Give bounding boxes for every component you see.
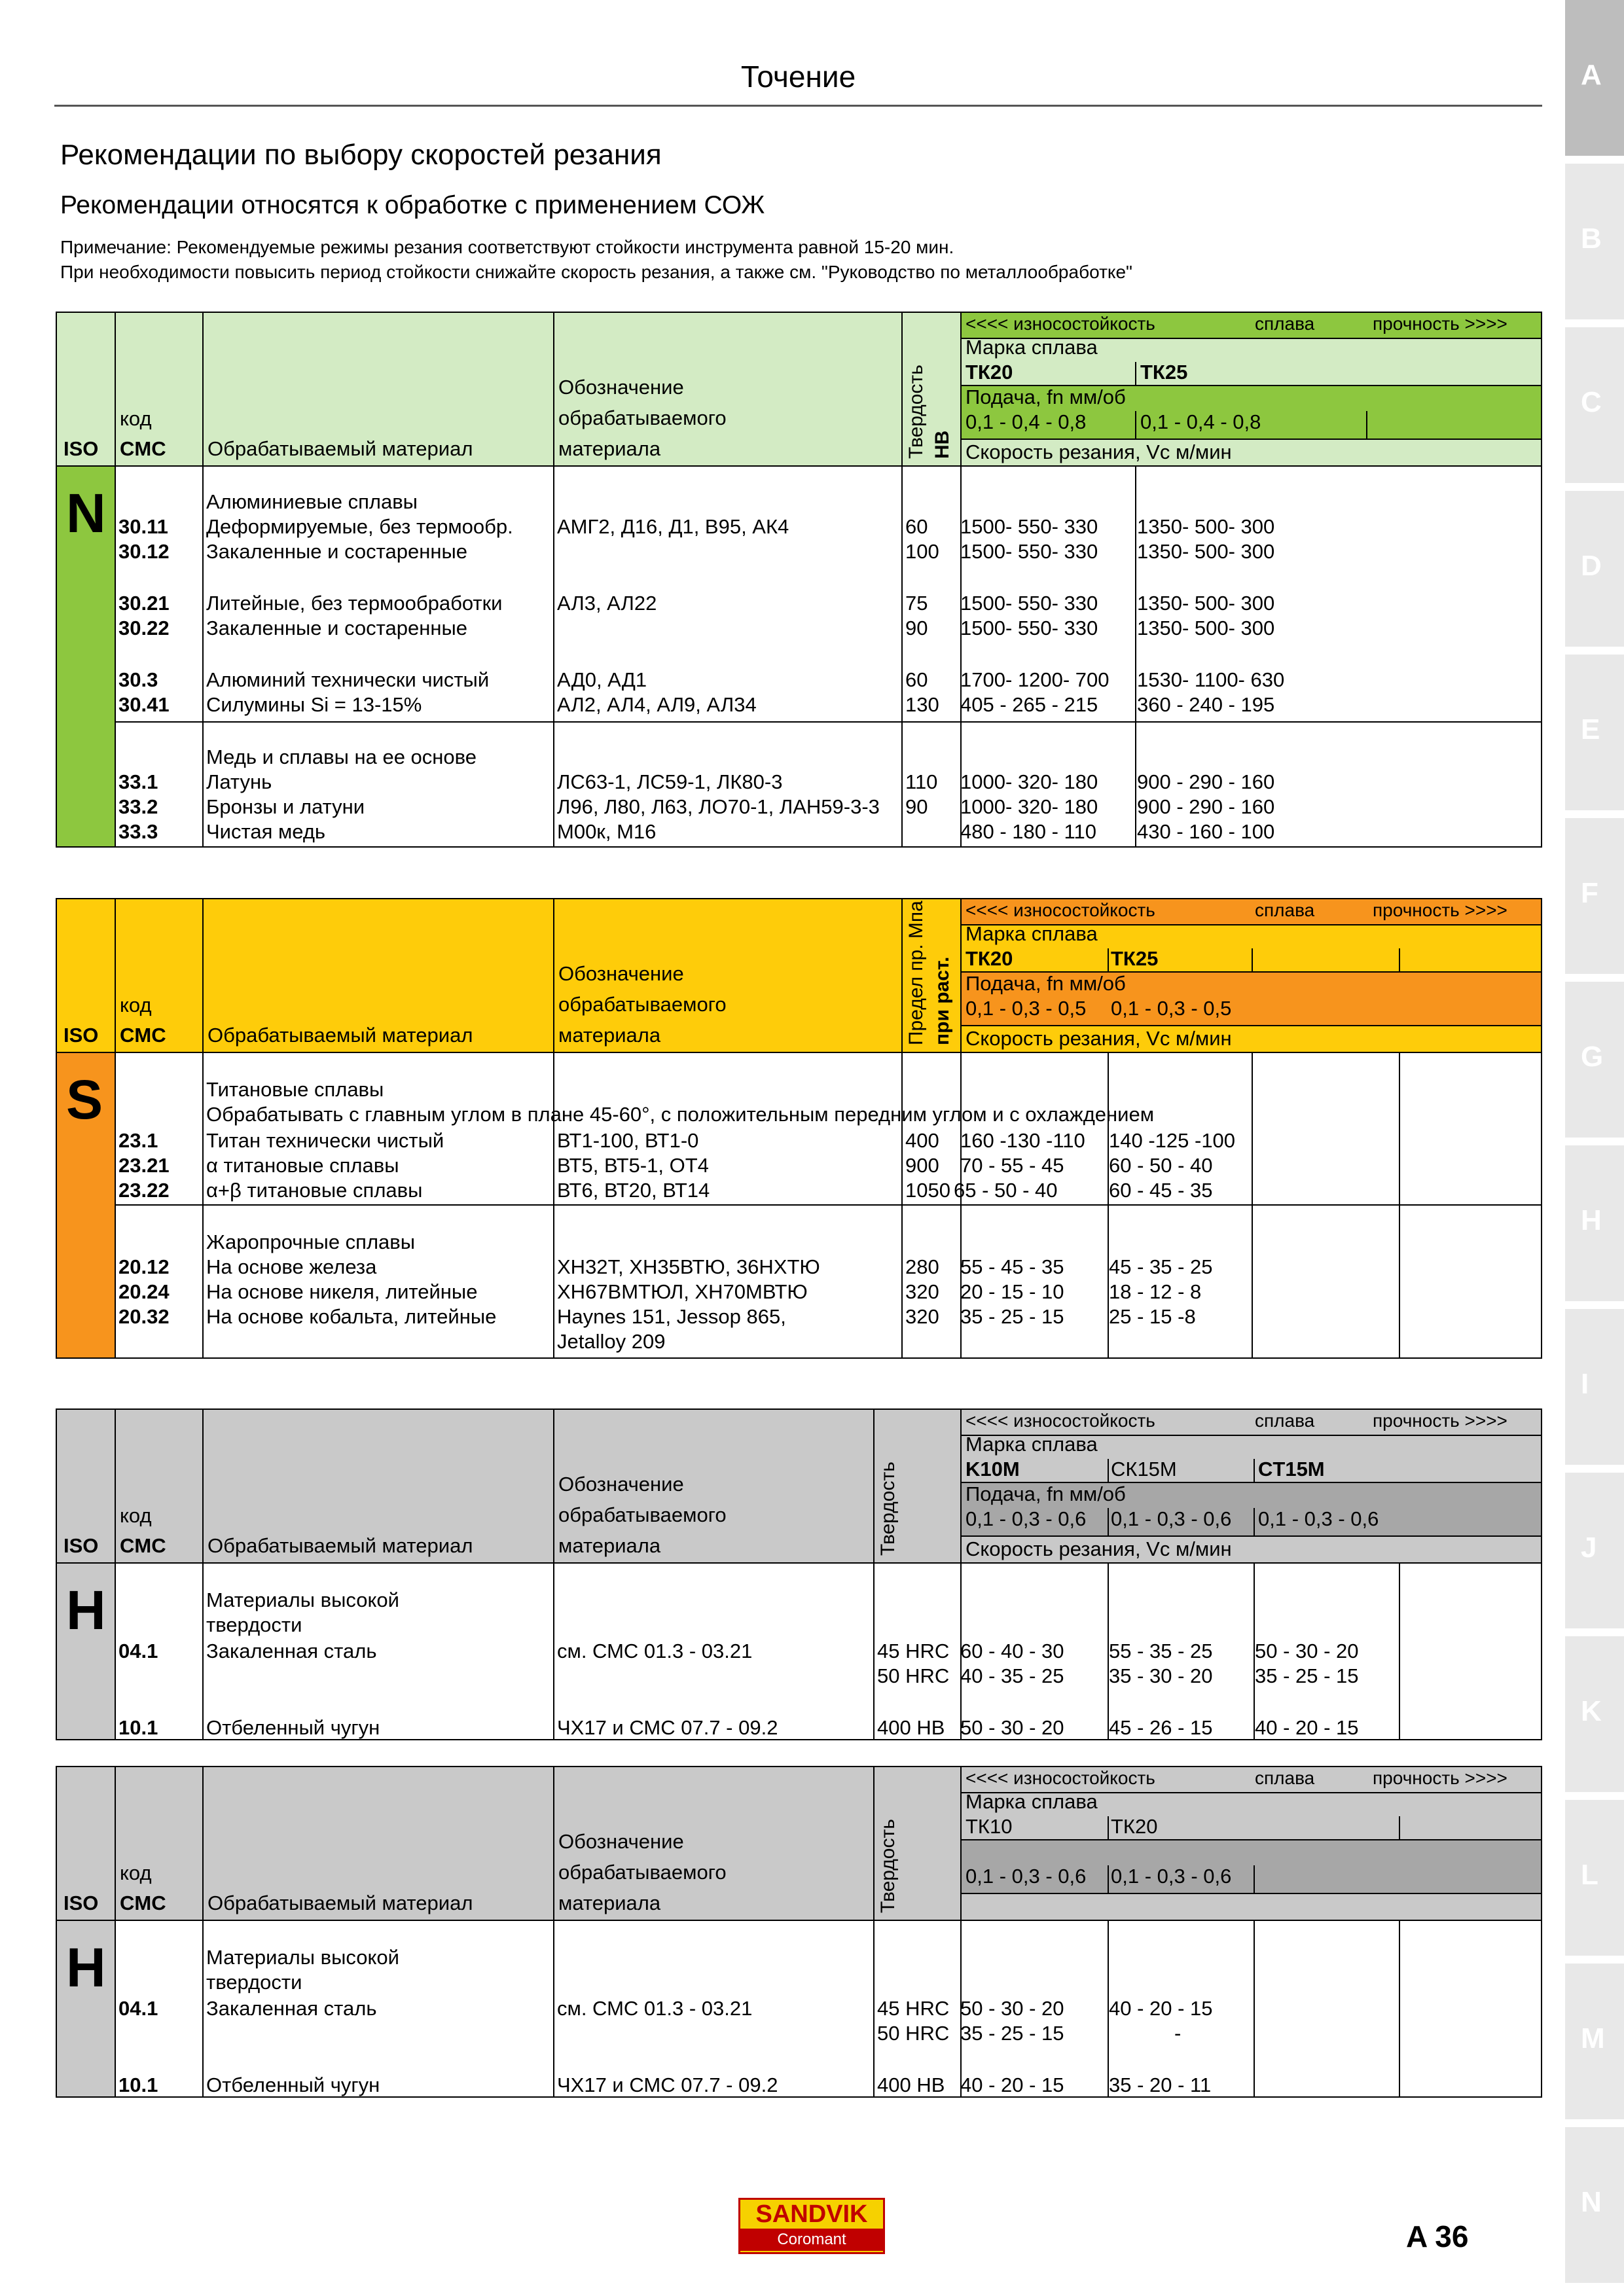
row-speed-2: - xyxy=(1174,2022,1182,2045)
row-code: 33.2 xyxy=(118,795,158,818)
grade-2: ТК25 xyxy=(1111,947,1159,970)
speed-title: Скорость резания, Vc м/мин xyxy=(965,1537,1232,1560)
value-divider-1 xyxy=(1254,1920,1255,2096)
column-divider-1 xyxy=(202,1410,204,1739)
tab-f[interactable]: F xyxy=(1565,818,1624,974)
row-material: Деформируемые, без термообр. xyxy=(206,515,513,538)
row-material: Закаленные и состаренные xyxy=(206,540,468,563)
section-rule-0 xyxy=(115,721,1541,723)
row-hardness: 50 HRC xyxy=(877,1664,950,1687)
table-group-h-2 xyxy=(56,1766,1542,2098)
scale-right: прочность >>>> xyxy=(1373,900,1507,920)
material-header: Обрабатываемый материал xyxy=(208,1534,473,1557)
grade-title: Марка сплава xyxy=(965,1790,1098,1813)
row-speed-1: 40 - 20 - 15 xyxy=(960,2073,1064,2096)
iso-label: ISO xyxy=(63,1892,99,1914)
row-code: 20.24 xyxy=(118,1280,170,1303)
row-speed-2: 1530- 1100- 630 xyxy=(1137,668,1285,691)
tab-d[interactable]: D xyxy=(1565,491,1624,647)
hardness-header-2: НВ xyxy=(931,430,953,459)
row-speed-2: 140 -125 -100 xyxy=(1109,1129,1236,1152)
feed-1: 0,1 - 0,3 - 0,5 xyxy=(965,997,1087,1020)
row-designation: ЛС63-1, ЛС59-1, ЛК80-3 xyxy=(557,770,783,793)
grade-divider-0 xyxy=(1108,1459,1109,1482)
page-header-title: Точение xyxy=(740,60,856,94)
column-divider-0 xyxy=(115,1767,116,2096)
section-rule-0 xyxy=(115,1204,1541,1206)
column-divider-1 xyxy=(202,899,204,1357)
tab-k[interactable]: K xyxy=(1565,1636,1624,1792)
grade-divider-2 xyxy=(1366,411,1367,439)
row-hardness: 90 xyxy=(905,795,928,818)
row-speed-1: 1500- 550- 330 xyxy=(960,540,1098,563)
logo-subtitle: Coromant xyxy=(740,2229,883,2251)
grade-divider-2 xyxy=(1254,1865,1255,1893)
column-divider-2 xyxy=(553,313,554,846)
row-hardness: 45 HRC xyxy=(877,1640,950,1662)
row-designation: ВТ6, ВТ20, ВТ14 xyxy=(557,1179,710,1202)
row-speed-1: 160 -130 -110 xyxy=(960,1129,1085,1152)
column-divider-4 xyxy=(960,1410,962,1739)
row-hardness: 400 xyxy=(905,1129,939,1152)
row-speed-3: 50 - 30 - 20 xyxy=(1255,1640,1359,1662)
column-divider-2 xyxy=(553,1410,554,1739)
feed-1: 0,1 - 0,3 - 0,6 xyxy=(965,1507,1087,1530)
row-hardness: 1050 xyxy=(905,1179,950,1202)
tab-j[interactable]: J xyxy=(1565,1473,1624,1628)
tab-h[interactable]: H xyxy=(1565,1145,1624,1301)
row-speed-2: 1350- 500- 300 xyxy=(1137,515,1275,538)
logo-wordmark: SANDVIK xyxy=(755,2200,868,2228)
row-speed-1: 50 - 30 - 20 xyxy=(960,1716,1064,1739)
row-material: Отбеленный чугун xyxy=(206,1716,380,1739)
row-material: твердости xyxy=(206,1613,302,1636)
column-divider-0 xyxy=(115,899,116,1357)
column-divider-2 xyxy=(553,1767,554,2096)
column-divider-3 xyxy=(901,313,903,846)
material-header: Обрабатываемый материал xyxy=(208,437,473,460)
row-speed-2: 60 - 45 - 35 xyxy=(1109,1179,1213,1202)
row-speed-2: 35 - 20 - 11 xyxy=(1109,2073,1212,2096)
row-speed-2: 25 - 15 -8 xyxy=(1109,1305,1196,1328)
row-speed-1: 480 - 180 - 110 xyxy=(960,820,1096,843)
designation-header-2: обрабатываемого xyxy=(558,1861,727,1884)
row-speed-3: 40 - 20 - 15 xyxy=(1255,1716,1359,1739)
column-divider-4 xyxy=(960,1767,962,2096)
row-speed-3: 35 - 25 - 15 xyxy=(1255,1664,1359,1687)
row-code: 23.22 xyxy=(118,1179,170,1202)
tab-m[interactable]: M xyxy=(1565,1964,1624,2119)
scale-mid: сплава xyxy=(1255,314,1315,334)
kod-label: код xyxy=(120,1861,152,1884)
kod-label: код xyxy=(120,994,152,1016)
grade-divider-1 xyxy=(1135,411,1136,439)
row-speed-2: 60 - 50 - 40 xyxy=(1109,1154,1213,1177)
row-designation: ВТ1-100, ВТ1-0 xyxy=(557,1129,699,1152)
row-hardness: 400 НВ xyxy=(877,1716,945,1739)
row-hardness: 130 xyxy=(905,693,939,716)
column-divider-1 xyxy=(202,313,204,846)
row-code: 04.1 xyxy=(118,1997,158,2020)
material-header: Обрабатываемый материал xyxy=(208,1892,473,1914)
column-divider-2 xyxy=(553,899,554,1357)
row-material: Алюминий технически чистый xyxy=(206,668,490,691)
grade-title: Марка сплава xyxy=(965,1433,1098,1456)
row-material: α титановые сплавы xyxy=(206,1154,399,1177)
grade-divider-1 xyxy=(1254,1459,1255,1482)
row-material: Жаропрочные сплавы xyxy=(206,1230,416,1253)
row-hardness: 50 HRC xyxy=(877,2022,950,2045)
scale-left: <<<< износостойкость xyxy=(965,900,1155,920)
row-designation: М00к, М16 xyxy=(557,820,657,843)
scale-left: <<<< износостойкость xyxy=(965,1410,1155,1431)
header-divider xyxy=(54,105,1542,107)
scale-mid: сплава xyxy=(1255,900,1315,920)
row-designation: ХН67ВМТЮЛ, ХН70МВТЮ xyxy=(557,1280,808,1303)
row-material: Закаленная сталь xyxy=(206,1997,377,2020)
row-speed-2: 1350- 500- 300 xyxy=(1137,592,1275,615)
material-header: Обрабатываемый материал xyxy=(208,1024,473,1047)
row-code: 20.32 xyxy=(118,1305,170,1328)
designation-header-3: материала xyxy=(558,437,661,460)
row-speed-1: 50 - 30 - 20 xyxy=(960,1997,1064,2020)
note-line-1: Примечание: Рекомендуемые режимы резания соответствуют стойкости инструмента равной 15-20 мин. xyxy=(60,237,954,257)
scale-mid: сплава xyxy=(1255,1768,1315,1788)
row-speed-1: 1500- 550- 330 xyxy=(960,592,1098,615)
note-line-2: При необходимости повысить период стойкости снижайте скорость резания, а также см. "Руководство по металлообработке" xyxy=(60,262,1132,282)
header-band-3 xyxy=(960,1893,1541,1920)
row-speed-1: 65 - 50 - 40 xyxy=(954,1179,1058,1202)
designation-header-3: материала xyxy=(558,1024,661,1047)
scale-mid: сплава xyxy=(1255,1410,1315,1431)
designation-header-1: Обозначение xyxy=(558,376,684,399)
row-hardness: 100 xyxy=(905,540,939,563)
row-hardness: 75 xyxy=(905,592,928,615)
scale-left: <<<< износостойкость xyxy=(965,314,1155,334)
feed-2: 0,1 - 0,3 - 0,6 xyxy=(1111,1507,1232,1530)
scale-left: <<<< износостойкость xyxy=(965,1768,1155,1788)
grade-3: CT15M xyxy=(1258,1458,1325,1480)
row-designation: см. СМС 01.3 - 03.21 xyxy=(557,1640,753,1662)
cmc-label: CMC xyxy=(120,1534,166,1557)
feed-title: Подача, fn мм/об xyxy=(965,386,1126,408)
cmc-label: CMC xyxy=(120,1024,166,1047)
grade-1: ТК10 xyxy=(965,1815,1013,1838)
row-hardness: 110 xyxy=(905,770,938,793)
grade-divider-3 xyxy=(1254,1508,1255,1535)
header-bottom-rule xyxy=(57,1562,1541,1564)
feed-2: 0,1 - 0,3 - 0,6 xyxy=(1111,1865,1232,1888)
row-material: Бронзы и латуни xyxy=(206,795,365,818)
row-material: Закаленная сталь xyxy=(206,1640,377,1662)
column-divider-3 xyxy=(873,1410,875,1739)
tab-b[interactable]: B xyxy=(1565,164,1624,319)
row-speed-1: 40 - 35 - 25 xyxy=(960,1664,1064,1687)
value-divider-2 xyxy=(1399,1920,1400,2096)
row-speed-1: 405 - 265 - 215 xyxy=(960,693,1098,716)
grade-1: ТК20 xyxy=(965,947,1013,970)
grade-divider-2 xyxy=(1108,1508,1109,1535)
feed-title: Подача, fn мм/об xyxy=(965,972,1126,995)
row-designation: Л96, Л80, Л63, ЛО70-1, ЛАН59-3-3 xyxy=(557,795,880,818)
scale-right: прочность >>>> xyxy=(1373,1768,1507,1788)
row-speed-2: 360 - 240 - 195 xyxy=(1137,693,1275,716)
designation-header-1: Обозначение xyxy=(558,1830,684,1853)
page-heading: Рекомендации по выбору скоростей резания xyxy=(60,139,662,171)
row-speed-1: 1000- 320- 180 xyxy=(960,770,1098,793)
iso-letter: N xyxy=(66,482,106,544)
row-code: 30.3 xyxy=(118,668,158,691)
row-material: Чистая медь xyxy=(206,820,326,843)
feed-title: Подача, fn мм/об xyxy=(965,1482,1126,1505)
row-code: 30.21 xyxy=(118,592,170,615)
row-designation: ЧХ17 и СМС 07.7 - 09.2 xyxy=(557,1716,778,1739)
cmc-label: CMC xyxy=(120,1892,166,1914)
row-hardness: 45 HRC xyxy=(877,1997,950,2020)
row-hardness: 280 xyxy=(905,1255,939,1278)
row-designation: см. СМС 01.3 - 03.21 xyxy=(557,1997,753,2020)
scale-right: прочность >>>> xyxy=(1373,1410,1507,1431)
sidebar-tabs xyxy=(1565,0,1624,2296)
row-material: На основе железа xyxy=(206,1255,377,1278)
row-material: Алюминиевые сплавы xyxy=(206,490,418,513)
hardness-header: Твердость xyxy=(877,1819,899,1913)
row-hardness: 60 xyxy=(905,668,928,691)
page-number: A 36 xyxy=(1406,2219,1469,2253)
hardness-header: Твердость xyxy=(905,365,927,459)
row-designation: Haynes 151, Jessop 865, xyxy=(557,1305,786,1328)
speed-title: Скорость резания, Vc м/мин xyxy=(965,440,1232,463)
row-code: 23.21 xyxy=(118,1154,170,1177)
header-band-left xyxy=(57,1767,960,1920)
row-speed-1: 1700- 1200- 700 xyxy=(960,668,1110,691)
row-speed-1: 60 - 40 - 30 xyxy=(960,1640,1064,1662)
tab-i[interactable]: I xyxy=(1565,1309,1624,1465)
tab-g[interactable]: G xyxy=(1565,982,1624,1138)
table-group-s xyxy=(56,898,1542,1359)
grade-divider-3 xyxy=(1399,1816,1400,1839)
header-band-left xyxy=(57,1410,960,1562)
scale-right: прочность >>>> xyxy=(1373,314,1507,334)
header-bottom-rule xyxy=(57,1052,1541,1053)
header-band-left xyxy=(57,313,960,465)
row-speed-1: 55 - 45 - 35 xyxy=(960,1255,1064,1278)
row-hardness: 320 xyxy=(905,1280,939,1303)
kod-label: код xyxy=(120,1504,152,1527)
hardness-header: Твердость xyxy=(877,1462,899,1556)
feed-2: 0,1 - 0,3 - 0,5 xyxy=(1111,997,1232,1020)
row-hardness: 90 xyxy=(905,617,928,639)
header-separator-2 xyxy=(960,1893,1541,1894)
row-hardness: 400 НВ xyxy=(877,2073,945,2096)
row-speed-2: 1350- 500- 300 xyxy=(1137,617,1275,639)
row-speed-1: 35 - 25 - 15 xyxy=(960,1305,1064,1328)
row-code: 30.41 xyxy=(118,693,170,716)
designation-header-2: обрабатываемого xyxy=(558,1503,727,1526)
row-speed-2: 55 - 35 - 25 xyxy=(1109,1640,1213,1662)
row-designation: АД0, АД1 xyxy=(557,668,647,691)
row-designation: ВТ5, ВТ5-1, ОТ4 xyxy=(557,1154,709,1177)
designation-header-2: обрабатываемого xyxy=(558,406,727,429)
row-code: 33.1 xyxy=(118,770,158,793)
iso-label: ISO xyxy=(63,1024,99,1047)
grade-divider-1 xyxy=(1108,1865,1109,1893)
row-material: Титановые сплавы xyxy=(206,1078,384,1101)
column-divider-4 xyxy=(960,313,962,846)
feed-2: 0,1 - 0,4 - 0,8 xyxy=(1140,410,1261,433)
row-designation: ХН32Т, ХН35ВТЮ, 36НХТЮ xyxy=(557,1255,820,1278)
row-speed-2: 18 - 12 - 8 xyxy=(1109,1280,1202,1303)
hardness-header: Предел пр. Мпа xyxy=(905,901,927,1045)
row-speed-2: 1350- 500- 300 xyxy=(1137,540,1275,563)
row-code: 30.11 xyxy=(118,515,168,538)
cmc-label: CMC xyxy=(120,437,166,460)
tab-c[interactable]: C xyxy=(1565,327,1624,483)
row-material: твердости xyxy=(206,1971,302,1994)
designation-header-1: Обозначение xyxy=(558,962,684,985)
row-speed-1: 20 - 15 - 10 xyxy=(960,1280,1064,1303)
header-bottom-rule xyxy=(57,1920,1541,1921)
kod-label: код xyxy=(120,407,152,430)
designation-header-3: материала xyxy=(558,1534,661,1557)
column-divider-0 xyxy=(115,313,116,846)
grade-divider-2 xyxy=(1399,948,1400,971)
row-code: 04.1 xyxy=(118,1640,158,1662)
tab-l[interactable]: L xyxy=(1565,1800,1624,1956)
row-speed-2: 900 - 290 - 160 xyxy=(1137,770,1275,793)
grade-title: Марка сплава xyxy=(965,336,1098,359)
grade-divider-0 xyxy=(1135,362,1136,385)
iso-letter: S xyxy=(66,1069,103,1130)
row-code: 10.1 xyxy=(118,1716,158,1739)
row-material: Отбеленный чугун xyxy=(206,2073,380,2096)
row-material: Материалы высокой xyxy=(206,1946,399,1969)
row-designation: АЛ3, АЛ22 xyxy=(557,592,657,615)
value-divider-2 xyxy=(1399,1562,1400,1739)
grade-2: ТК20 xyxy=(1111,1815,1158,1838)
row-hardness: 60 xyxy=(905,515,928,538)
column-divider-0 xyxy=(115,1410,116,1739)
row-material: Латунь xyxy=(206,770,272,793)
column-divider-3 xyxy=(901,899,903,1357)
header-separator-1 xyxy=(960,1839,1541,1840)
tab-a[interactable]: A xyxy=(1565,0,1624,156)
tab-n[interactable]: N xyxy=(1565,2127,1624,2283)
row-hardness: 900 xyxy=(905,1154,939,1177)
row-speed-1: 1000- 320- 180 xyxy=(960,795,1098,818)
row-material: Силумины Si = 13-15% xyxy=(206,693,422,716)
column-divider-1 xyxy=(202,1767,204,2096)
row-speed-2: 45 - 35 - 25 xyxy=(1109,1255,1213,1278)
row-hardness: 320 xyxy=(905,1305,939,1328)
grade-2: ТК25 xyxy=(1140,361,1188,384)
iso-label: ISO xyxy=(63,1534,99,1557)
speed-title: Скорость резания, Vc м/мин xyxy=(965,1027,1232,1050)
row-speed-2: 35 - 30 - 20 xyxy=(1109,1664,1213,1687)
designation-header-2: обрабатываемого xyxy=(558,993,727,1016)
row-speed-1: 1500- 550- 330 xyxy=(960,617,1098,639)
header-band-left xyxy=(57,899,960,1052)
row-designation: ЧХ17 и СМС 07.7 - 09.2 xyxy=(557,2073,778,2096)
iso-label: ISO xyxy=(63,437,99,460)
row-material: Медь и сплавы на ее основе xyxy=(206,745,477,768)
grade-title: Марка сплава xyxy=(965,922,1098,945)
row-designation: Jetalloy 209 xyxy=(557,1330,666,1353)
row-material: Титан технически чистый xyxy=(206,1129,444,1152)
row-material: На основе кобальта, литейные xyxy=(206,1305,497,1328)
grade-2: СК15М xyxy=(1111,1458,1177,1480)
row-material: α+β титановые сплавы xyxy=(206,1179,423,1202)
row-material: Материалы высокой xyxy=(206,1588,399,1611)
row-code: 30.12 xyxy=(118,540,170,563)
iso-letter: H xyxy=(66,1579,106,1641)
row-code: 10.1 xyxy=(118,2073,158,2096)
grade-divider-1 xyxy=(1252,948,1253,971)
row-speed-1: 1500- 550- 330 xyxy=(960,515,1098,538)
row-speed-2: 900 - 290 - 160 xyxy=(1137,795,1275,818)
iso-letter: H xyxy=(66,1937,106,1998)
row-material: Обрабатывать с главным углом в плане 45-60°, с положительным передним углом и с охлаждением xyxy=(206,1103,1155,1126)
value-divider-0 xyxy=(1135,465,1136,846)
grade-1: K10M xyxy=(965,1458,1020,1480)
row-designation: АЛ2, АЛ4, АЛ9, АЛ34 xyxy=(557,693,757,716)
grade-1: ТК20 xyxy=(965,361,1013,384)
row-code: 33.3 xyxy=(118,820,158,843)
designation-header-3: материала xyxy=(558,1892,661,1914)
row-speed-2: 40 - 20 - 15 xyxy=(1109,1997,1213,2020)
table-group-n xyxy=(56,312,1542,848)
page-subheading: Рекомендации относятся к обработке с применением СОЖ xyxy=(60,191,765,219)
feed-1: 0,1 - 0,4 - 0,8 xyxy=(965,410,1087,433)
tab-e[interactable]: E xyxy=(1565,655,1624,810)
row-material: На основе никеля, литейные xyxy=(206,1280,478,1303)
row-material: Литейные, без термообработки xyxy=(206,592,503,615)
table-group-h-1 xyxy=(56,1408,1542,1740)
sandvik-logo xyxy=(738,2198,885,2254)
feed-3: 0,1 - 0,3 - 0,6 xyxy=(1258,1507,1379,1530)
row-code: 30.22 xyxy=(118,617,170,639)
row-speed-2: 430 - 160 - 100 xyxy=(1137,820,1275,843)
feed-1: 0,1 - 0,3 - 0,6 xyxy=(965,1865,1087,1888)
grade-divider-0 xyxy=(1108,948,1109,971)
row-code: 20.12 xyxy=(118,1255,170,1278)
row-speed-1: 70 - 55 - 45 xyxy=(960,1154,1064,1177)
row-material: Закаленные и состаренные xyxy=(206,617,468,639)
header-bottom-rule xyxy=(57,465,1541,467)
row-speed-2: 45 - 26 - 15 xyxy=(1109,1716,1213,1739)
row-speed-1: 35 - 25 - 15 xyxy=(960,2022,1064,2045)
row-code: 23.1 xyxy=(118,1129,158,1152)
designation-header-1: Обозначение xyxy=(558,1473,684,1496)
hardness-header-2: при раст. xyxy=(931,956,953,1045)
grade-divider-0 xyxy=(1108,1816,1109,1839)
row-designation: АМГ2, Д16, Д1, В95, АК4 xyxy=(557,515,789,538)
column-divider-3 xyxy=(873,1767,875,2096)
